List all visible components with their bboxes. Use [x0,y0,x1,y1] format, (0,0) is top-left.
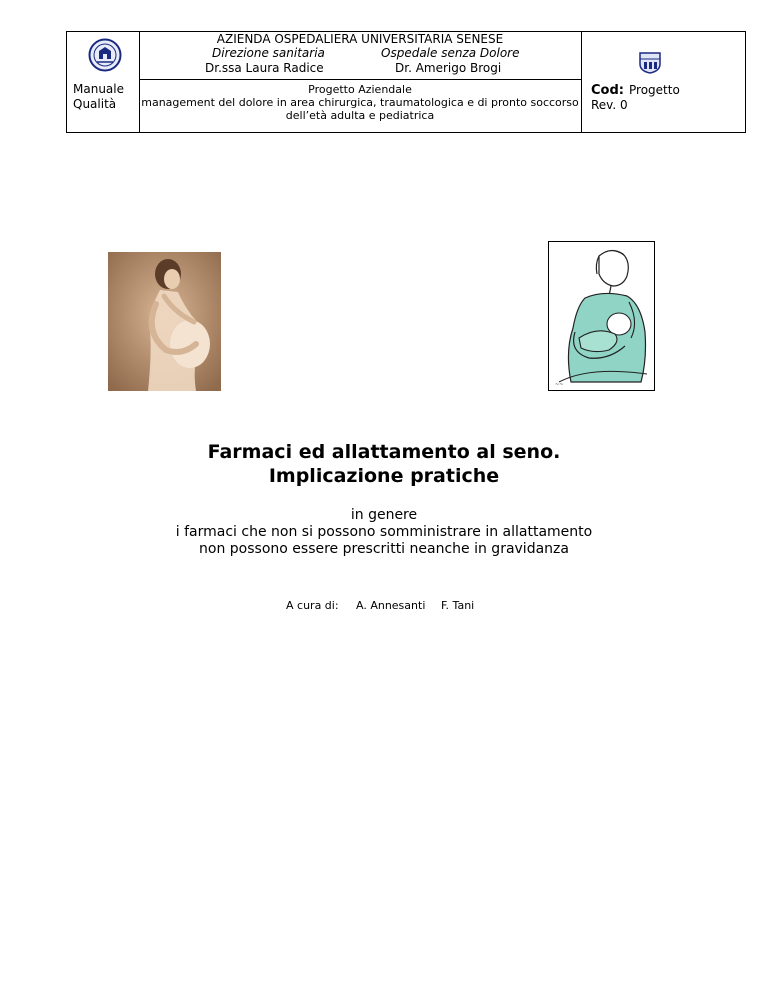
intro-line: in genere [350,507,418,523]
person-right: Dr. Amerigo Brogi [395,61,502,75]
manual-label: Manuale [73,82,124,96]
project-description: management del dolore in area chirurgica, traumatologica e di pronto soccorso [141,96,579,109]
pregnant-woman-photo [108,252,221,391]
statement-line: i farmaci che non si possono somministrare in allattamento [175,524,593,540]
project-title: Progetto Aziendale [308,83,412,96]
department-left: Direzione sanitaria [212,46,325,60]
svg-text:~~: ~~ [555,382,564,388]
document-title: Farmaci ed allattamento al seno. [207,441,561,463]
manual-label-quality: Qualità [73,97,117,111]
statement-line-2: non possono essere prescritti neanche in gravidanza [199,541,569,557]
project-description-line2: dell’età adulta e pediatrica [285,109,435,122]
breastfeeding-illustration [548,241,655,391]
header-divider [581,32,582,132]
hospital-seal-icon [88,38,122,72]
author-name-2: F. Tani [441,599,475,612]
curated-by-label: A cura di: [286,599,339,612]
author-name: A. Annesanti [356,599,426,612]
person-left: Dr.ssa Laura Radice [205,61,324,75]
document-header-table [66,31,746,133]
header-divider [139,79,581,80]
code-label: Cod: [591,83,624,98]
revision-number: Rev. 0 [591,98,628,112]
siena-crest-icon [637,50,663,74]
department-right: Ospedale senza Dolore [381,46,520,60]
document-subtitle: Implicazione pratiche [268,465,500,487]
organization-name: AZIENDA OSPEDALIERA UNIVERSITARIA SENESE [216,32,504,46]
code-value: Progetto [629,83,680,97]
